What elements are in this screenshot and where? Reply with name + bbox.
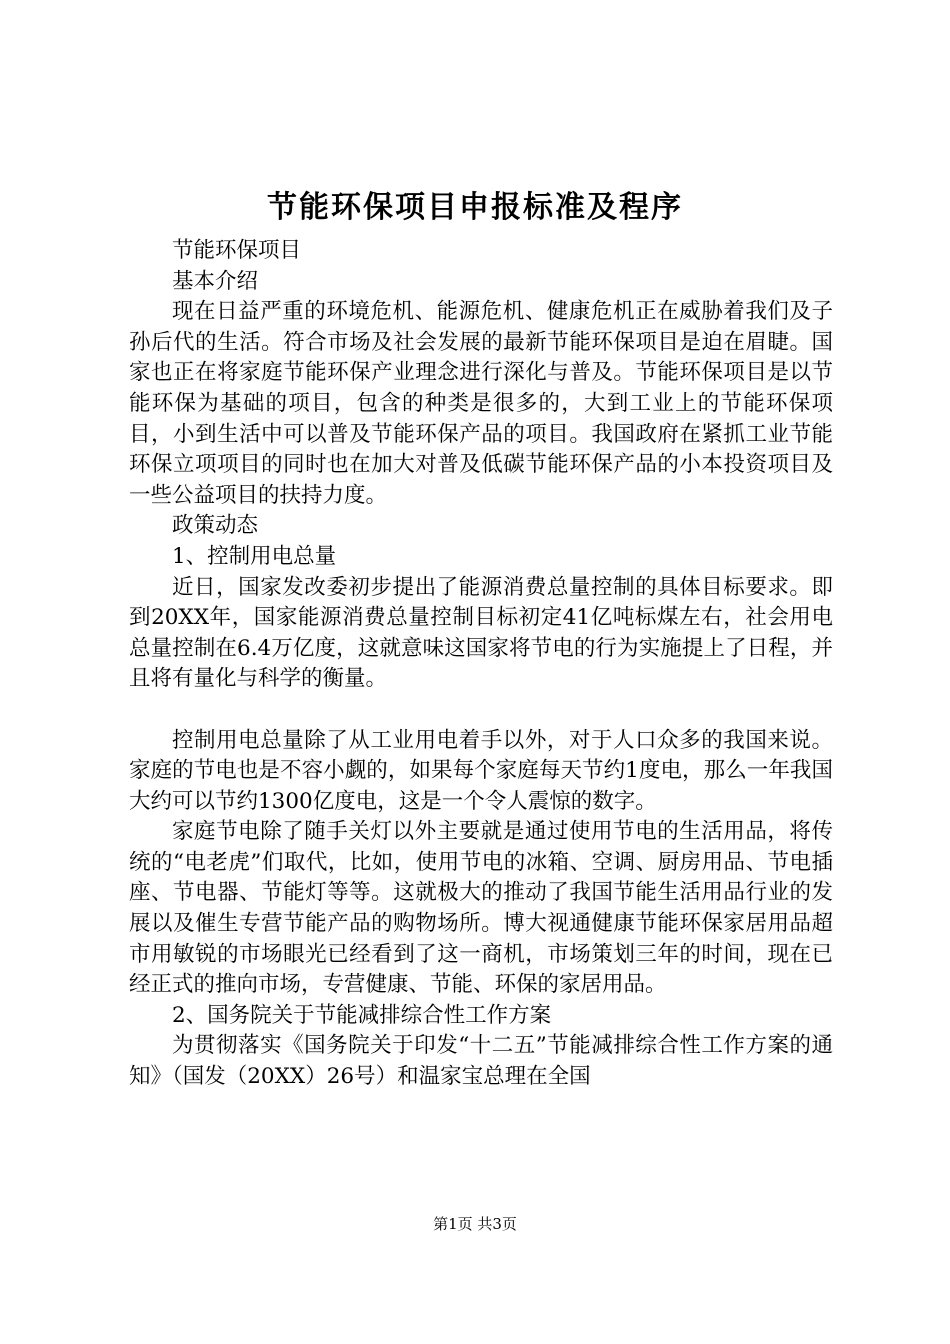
section-heading-project: 节能环保项目 [172, 238, 302, 263]
subheading-power-control: 1、控制用电总量 [172, 543, 337, 569]
page-number-footer: 第1页 共3页 [433, 1215, 517, 1233]
paragraph-saving-products: 家庭节电除了随手关灯以外主要就是通过使用节电的生活用品，将传统的“电老虎”们取代，比如，使用节电的冰箱、空调、厨房用品、节电插座、节电器、节能灯等等。这就极大的推动了我国节能生活用品行业的发展以及催生专营节能产品的购物场所。博大视通健康节能环保家居用品超市用敏锐的市场眼光已经看到了这一商机，市场策划三年的时间，现在已经正式的推向市场，专营健康、节能、环保的家居用品。 [129, 819, 833, 998]
paragraph-intro: 现在日益严重的环境危机、能源危机、健康危机正在威胁着我们及子孙后代的生活。符合市场及社会发展的最新节能环保项目是迫在眉睫。国家也正在将家庭节能环保产业理念进行深化与普及。节能环保项目是以节能环保为基础的项目，包含的种类是很多的，大到工业上的节能环保项目，小到生活中可以普及节能环保产品的项目。我国政府在紧抓工业节能环保立项项目的同时也在加大对普及低碳节能环保产品的小本投资项目及一些公益项目的扶持力度。 [129, 299, 833, 508]
section-heading-policy: 政策动态 [172, 513, 259, 539]
subheading-state-council-plan: 2、国务院关于节能减排综合性工作方案 [172, 1002, 552, 1028]
paragraph-implementation: 为贯彻落实《国务院关于印发“十二五”节能减排综合性工作方案的通知》（国发（20XX）26号）和温家宝总理在全国 [129, 1033, 833, 1090]
paragraph-household-saving: 控制用电总量除了从工业用电着手以外，对于人口众多的我国来说。家庭的节电也是不容小觑的，如果每个家庭每天节约1度电，那么一年我国大约可以节约1300亿度电，这是一个令人震惊的数字。 [129, 727, 833, 814]
document-title: 节能环保项目申报标准及程序 [267, 190, 683, 225]
document-body [129, 236, 833, 1093]
section-heading-intro: 基本介绍 [172, 268, 259, 294]
paragraph-ndrc-targets: 近日，国家发改委初步提出了能源消费总量控制的具体目标要求。即到20XX年，国家能源消费总量控制目标初定41亿吨标煤左右，社会用电总量控制在6.4万亿度，这就意味这国家将节电的行为实施提上了日程，并且将有量化与科学的衡量。 [129, 574, 833, 692]
